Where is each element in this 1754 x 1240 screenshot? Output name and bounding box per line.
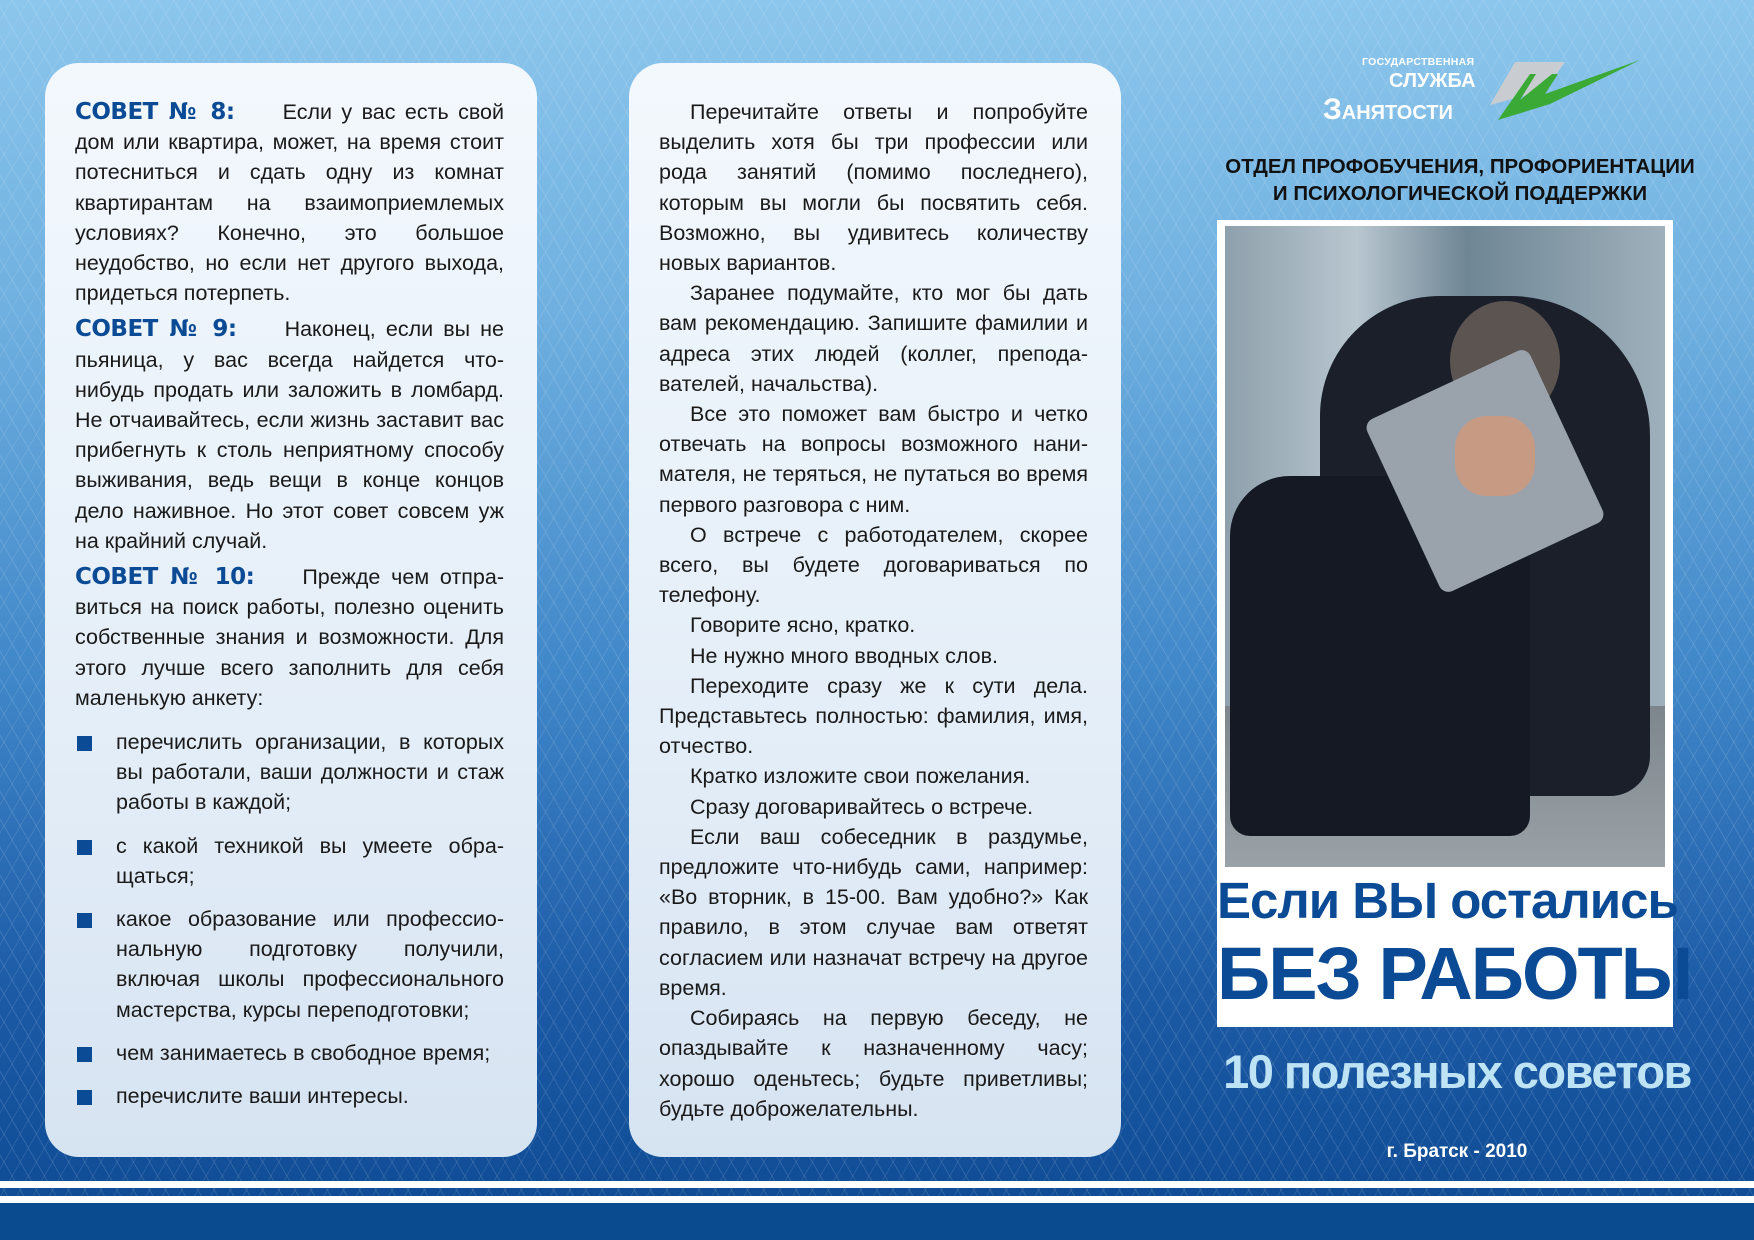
paragraph: Кратко изложите свои пожелания. <box>690 764 1031 789</box>
tip-heading: СОВЕТ № 9: <box>75 316 237 343</box>
divider-stripe <box>0 1181 1754 1188</box>
square-bullet-icon <box>77 913 92 928</box>
tip-heading: СОВЕТ № 10: <box>75 564 255 591</box>
square-bullet-icon <box>77 1090 92 1105</box>
paragraph: Все это поможет вам быстро и четко отвечать на вопросы возможного нанимателя, не теряться, не путаться во время первого разговора с ним. <box>659 402 1088 517</box>
title-line2: БЕЗ РАБОТЫ <box>1217 932 1692 1015</box>
department-line1: ОТДЕЛ ПРОФОБУЧЕНИЯ, ПРОФОРИЕНТАЦИИ <box>1225 155 1695 178</box>
cover-card <box>1217 220 1692 1027</box>
list-item <box>75 1038 504 1068</box>
square-bullet-icon <box>77 736 92 751</box>
photo-distressed-man <box>1225 226 1665 867</box>
subtitle: 10 полезных советов <box>1223 1045 1691 1098</box>
logo-wing-icon <box>1490 60 1640 122</box>
list-item-text: с какой техникой вы умеете обращаться; <box>116 833 504 888</box>
tip-text: Если у вас есть свой дом или квартира, может, на время стоит потесниться и сдать одну из комнат квартирантам на взаимоприемлемых условиях? Конечно, это большое неудобство, но если нет другого выхода, придеться потерпеть. <box>75 100 504 306</box>
footer-band <box>0 1203 1754 1240</box>
logo-initial: З <box>1323 93 1342 126</box>
paragraph: Собираясь на первую беседу, не опаздывайте к назначенному часу; хорошо оденьтесь; будьте приветливы; будьте доброжелательны. <box>659 1006 1088 1121</box>
tip-10 <box>75 562 504 713</box>
list-item <box>75 1081 504 1111</box>
list-item <box>75 831 504 891</box>
list-item-text: перечислите ваши интересы. <box>116 1084 409 1109</box>
department-line2: И ПСИХОЛОГИЧЕСКОЙ ПОДДЕРЖКИ <box>1272 182 1648 205</box>
department-name <box>1220 153 1700 207</box>
list-item-text: чем занимаетесь в свободное время; <box>116 1040 491 1065</box>
list-item <box>75 727 504 818</box>
logo-line3-rest: АНЯТОСТИ <box>1341 102 1453 124</box>
paragraph: О встрече с работодателем, скорее всего, вы будете договариваться по телефону. <box>659 522 1088 608</box>
tip-heading: СОВЕТ № 8: <box>75 99 235 125</box>
paragraph: Сразу договаривайтесь о встрече. <box>690 794 1034 819</box>
list-item <box>75 904 504 1025</box>
square-bullet-icon <box>77 1047 92 1062</box>
employment-service-logo <box>1323 56 1650 130</box>
paragraph: Не нужно много вводных слов. <box>690 643 998 668</box>
paragraph: Перечитайте ответы и попробуйте выделить хотя бы три профессии или рода занятий (помимо последнего), которым вы могли бы посвятить себя. Возможно, вы удивитесь количеству новых вариантов. <box>659 100 1088 276</box>
list-item-text: перечислить организации, в которых вы работали, ваши должности и стаж работы в каждой; <box>116 730 504 815</box>
tip-text: Наконец, если вы не пьяница, у вас всегда найдется что-нибудь продать или заложить в ломбард. Не отчаивайтесь, если жизнь заставит вас прибегнуть к столь неприятному способу выживания, ведь вещи в конце концов дело наживное. Но этот совет совсем уж на крайний случай. <box>75 317 504 553</box>
paragraph: Заранее подумайте, кто мог бы дать вам рекомендацию. Запишите фамилии и адреса этих людей (коллег, преподавателей, начальства). <box>659 281 1088 396</box>
square-bullet-icon <box>77 840 92 855</box>
tip-9 <box>75 314 504 556</box>
tip-text: Прежде чем отправиться на поиск работы, полезно оценить собственные знания и возможности. Для этого лучше всего заполнить для себя маленькую анкету: <box>75 565 504 710</box>
paragraph: Переходите сразу же к сути дела. Представьтесь полностью: фамилия, имя, отчество. <box>659 673 1088 759</box>
title-line1: Если ВЫ остались <box>1217 872 1678 929</box>
logo-line3 <box>1323 94 1453 129</box>
city-year: г. Братск - 2010 <box>1386 1141 1528 1162</box>
divider-stripe <box>0 1196 1754 1203</box>
paragraph: Говорите ясно, кратко. <box>690 613 916 638</box>
middle-panel <box>629 63 1121 1157</box>
tip-8 <box>75 97 504 308</box>
left-panel <box>45 63 537 1157</box>
list-item-text: какое образование или профессиональную подготовку получили, включая школы профессионального мастерства, курсы переподготовки; <box>116 907 504 1022</box>
logo-line2: СЛУЖБА <box>1389 70 1476 92</box>
logo-line1: ГОСУДАРСТВЕННАЯ <box>1362 56 1475 68</box>
questionnaire-list <box>75 727 504 1111</box>
paragraph: Если ваш собеседник в раздумье, предложите что-нибудь сами, например: «Во вторник, в 15-00. Вам удобно?» Как правило, в этом случае вам ответят согласием или назначат встречу на другое время. <box>659 824 1088 1000</box>
